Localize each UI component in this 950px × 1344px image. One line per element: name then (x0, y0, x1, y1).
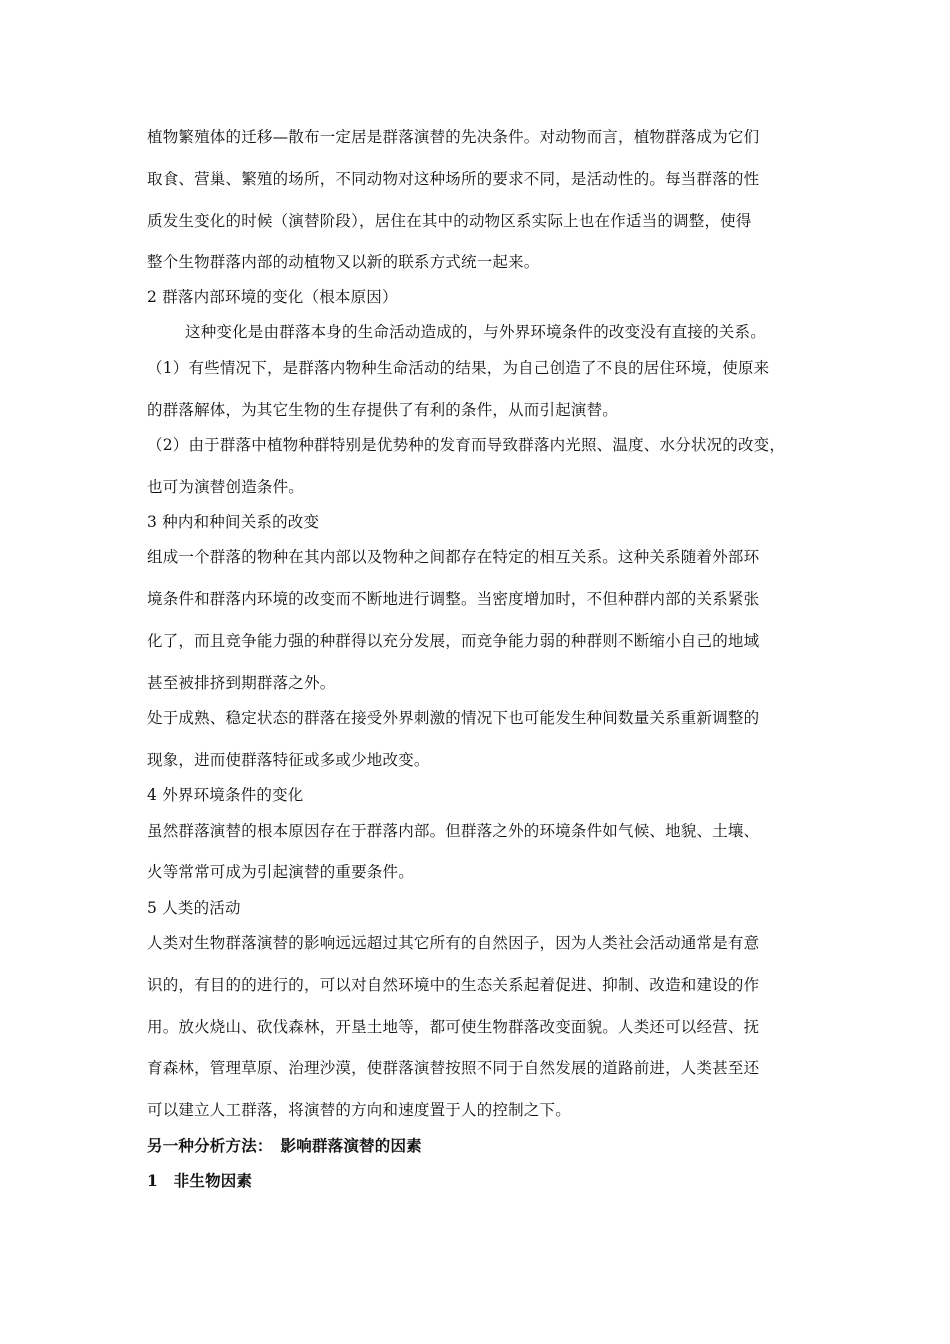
paragraph-line: 质发生变化的时候（演替阶段），居住在其中的动物区系实际上也在作适当的调整，使得 (147, 212, 752, 230)
section-heading-2: 2 群落内部环境的变化（根本原因） (147, 288, 398, 306)
paragraph-line: 组成一个群落的物种在其内部以及物种之间都存在特定的相互关系。这种关系随着外部环 (147, 548, 760, 566)
paragraph-line: （1）有些情况下，是群落内物种生命活动的结果，为自己创造了不良的居住环境，使原来 (147, 359, 770, 377)
paragraph-line: 取食、营巢、繁殖的场所，不同动物对这种场所的要求不同，是活动性的。每当群落的性 (147, 170, 760, 188)
paragraph-line: 可以建立人工群落，将演替的方向和速度置于人的控制之下。 (147, 1101, 571, 1119)
paragraph-line: （2）由于群落中植物种群特别是优势种的发育而导致群落内光照、温度、水分状况的改变， (147, 436, 786, 454)
subheading-abiotic: 1 非生物因素 (147, 1171, 253, 1190)
section-heading-4: 4 外界环境条件的变化 (147, 786, 304, 804)
paragraph-line: 虽然群落演替的根本原因存在于群落内部。但群落之外的环境条件如气候、地貌、土壤、 (147, 822, 760, 840)
paragraph-line: 植物繁殖体的迁移—散布一定居是群落演替的先决条件。对动物而言，植物群落成为它们 (147, 128, 760, 146)
paragraph-line: 火等常常可成为引起演替的重要条件。 (147, 863, 414, 881)
paragraph-line: 境条件和群落内环境的改变而不断地进行调整。当密度增加时，不但种群内部的关系紧张 (147, 590, 760, 608)
paragraph-line: 的群落解体，为其它生物的生存提供了有利的条件，从而引起演替。 (147, 401, 619, 419)
paragraph-line: 也可为演替创造条件。 (147, 478, 305, 496)
paragraph-line: 现象，进而使群落特征或多或少地改变。 (147, 751, 430, 769)
alt-analysis-heading: 另一种分析方法： 影响群落演替的因素 (147, 1136, 422, 1155)
paragraph-line: 人类对生物群落演替的影响远远超过其它所有的自然因子，因为人类社会活动通常是有意 (147, 934, 760, 952)
paragraph-line: 育森林，管理草原、治理沙漠，使群落演替按照不同于自然发展的道路前进，人类甚至还 (147, 1059, 760, 1077)
section-heading-5: 5 人类的活动 (147, 899, 241, 917)
paragraph-line: 识的，有目的的进行的，可以对自然环境中的生态关系起着促进、抑制、改造和建设的作 (147, 976, 760, 994)
paragraph-line: 处于成熟、稳定状态的群落在接受外界刺激的情况下也可能发生种间数量关系重新调整的 (147, 709, 760, 727)
section-heading-3: 3 种内和种间关系的改变 (147, 513, 320, 531)
paragraph-line: 甚至被排挤到期群落之外。 (147, 674, 336, 692)
paragraph-line: 这种变化是由群落本身的生命活动造成的，与外界环境条件的改变没有直接的关系。 (185, 323, 766, 341)
paragraph-line: 整个生物群落内部的动植物又以新的联系方式统一起来。 (147, 253, 540, 271)
paragraph-line: 用。放火烧山、砍伐森林，开垦土地等，都可使生物群落改变面貌。人类还可以经营、抚 (147, 1018, 760, 1036)
paragraph-line: 化了，而且竞争能力强的种群得以充分发展，而竞争能力弱的种群则不断缩小自己的地域 (147, 632, 760, 650)
